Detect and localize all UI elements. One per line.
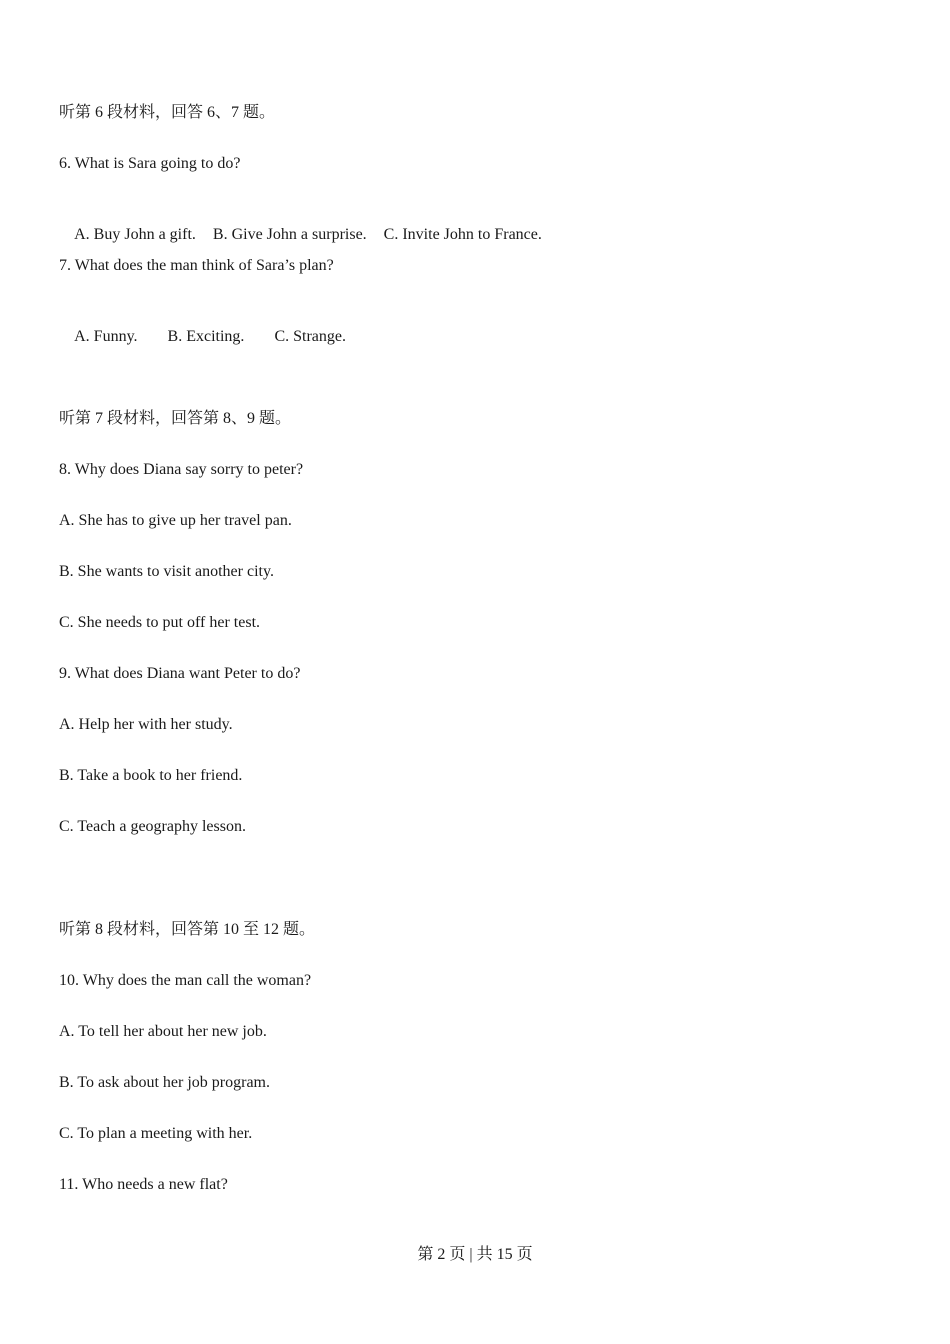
option-b: B. Exciting. [167,328,245,345]
option-a: A. Funny. [74,328,138,345]
page-footer: 第 2 页 | 共 15 页 [417,1246,533,1263]
question-7-options [59,307,346,367]
section-7-heading: 听第 7 段材料，回答第 8、9 题。 [59,410,292,427]
option-c: C. Invite John to France. [383,226,542,243]
question-6: 6. What is Sara going to do? [59,155,241,172]
section-8-heading: 听第 8 段材料，回答第 10 至 12 题。 [59,921,316,938]
question-8-option-b: B. She wants to visit another city. [59,563,274,580]
question-10-option-a: A. To tell her about her new job. [59,1023,267,1040]
question-9-option-c: C. Teach a geography lesson. [59,818,246,835]
question-9-option-b: B. Take a book to her friend. [59,767,243,784]
question-8-option-a: A. She has to give up her travel pan. [59,512,292,529]
question-10-option-c: C. To plan a meeting with her. [59,1125,253,1142]
section-6-heading: 听第 6 段材料，回答 6、7 题。 [59,104,276,121]
option-a: A. Buy John a gift. [74,226,196,243]
question-7: 7. What does the man think of Sara’s plan? [59,257,334,274]
option-c: C. Strange. [274,328,346,345]
question-10-option-b: B. To ask about her job program. [59,1074,270,1091]
question-9-option-a: A. Help her with her study. [59,716,233,733]
question-8-option-c: C. She needs to put off her test. [59,614,261,631]
question-8: 8. Why does Diana say sorry to peter? [59,461,304,478]
question-10: 10. Why does the man call the woman? [59,972,312,989]
question-9: 9. What does Diana want Peter to do? [59,665,301,682]
question-11: 11. Who needs a new flat? [59,1176,228,1193]
option-b: B. Give John a surprise. [212,226,367,243]
